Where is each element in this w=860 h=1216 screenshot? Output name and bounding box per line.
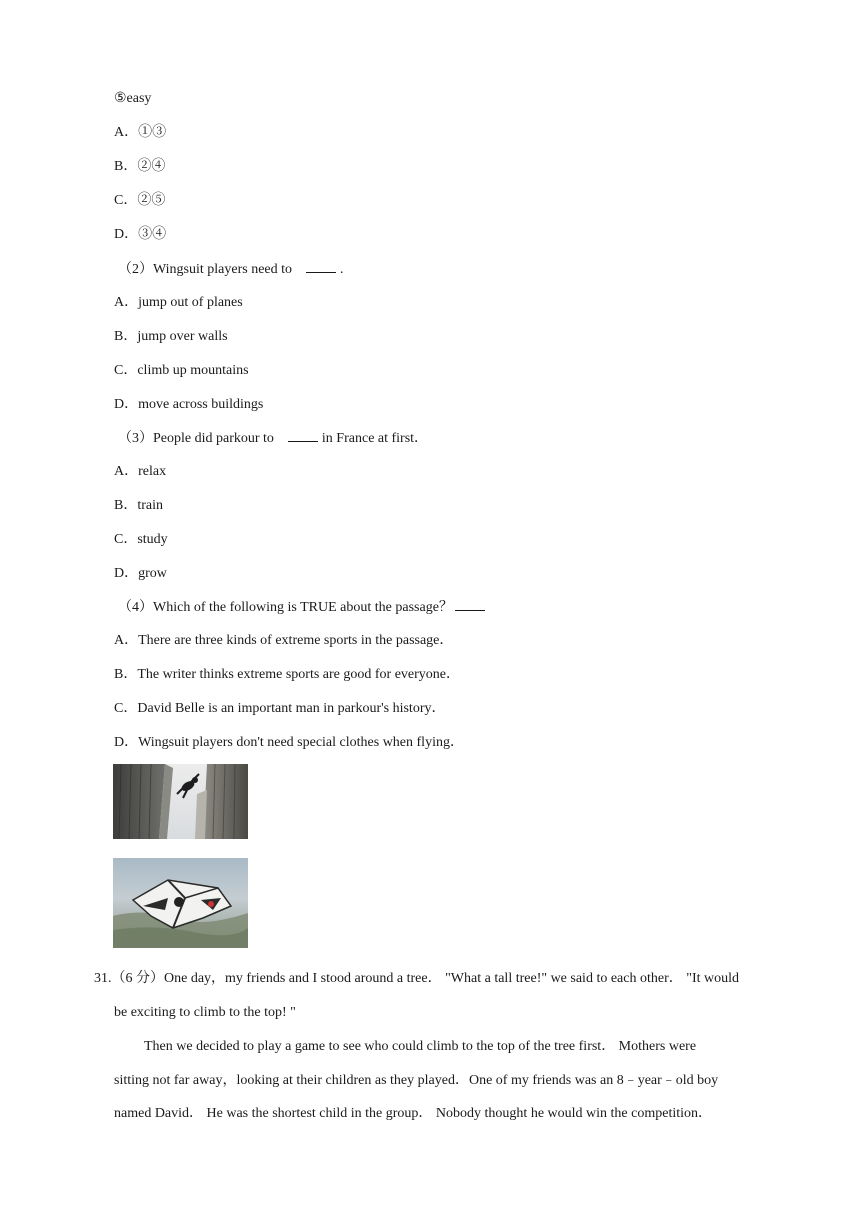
- q3-choice-d: D．grow: [114, 566, 167, 581]
- q4-choice-c: C．David Belle is an important man in parkour's history．: [114, 701, 446, 716]
- q4-stem: （4）Which of the following is TRUE about the passage？: [118, 598, 489, 617]
- q31-line-2: be exciting to climb to the top! ": [114, 1005, 296, 1020]
- q2-choice-d: D．move across buildings: [114, 397, 264, 412]
- q4-choice-a: A．There are three kinds of extreme sports in the passage．: [114, 633, 454, 648]
- q3-choice-a: A．relax: [114, 464, 167, 479]
- q3-choice-c: C．study: [114, 532, 168, 547]
- parkour-photo: [113, 764, 248, 839]
- q1-choice-a: A．①③: [114, 125, 167, 140]
- wingsuit-photo: [113, 858, 248, 948]
- q31-line-4: sitting not far away，looking at their children as they played．One of my friends was an 8﹣year﹣old boy: [114, 1073, 719, 1088]
- q31-line-3: Then we decided to play a game to see who could climb to the top of the tree first． Mothers were: [144, 1039, 697, 1054]
- q1-choice-b: B．②④: [114, 159, 166, 174]
- q4-choice-b: B．The writer thinks extreme sports are good for everyone．: [114, 667, 461, 682]
- q1-option-5: ⑤easy: [114, 91, 152, 106]
- q1-choice-d: D．③④: [114, 227, 167, 242]
- q31-line-5: named David． He was the shortest child in the group． Nobody thought he would win the competition．: [114, 1106, 713, 1121]
- q4-choice-d: D．Wingsuit players don't need special clothes when flying．: [114, 735, 464, 750]
- q2-choice-c: C．climb up mountains: [114, 363, 249, 378]
- q3-choice-b: B．train: [114, 498, 163, 513]
- q31-line-1: 31.（6 分）One day，my friends and I stood around a tree． "What a tall tree!" we said to each other． "It would: [94, 971, 740, 986]
- q2-stem: （2）Wingsuit players need to .: [118, 262, 344, 277]
- q1-choice-c: C．②⑤: [114, 193, 166, 208]
- q3-stem: （3）People did parkour to in France at first．: [118, 431, 429, 446]
- q2-choice-b: B．jump over walls: [114, 329, 228, 344]
- q2-choice-a: A．jump out of planes: [114, 295, 243, 310]
